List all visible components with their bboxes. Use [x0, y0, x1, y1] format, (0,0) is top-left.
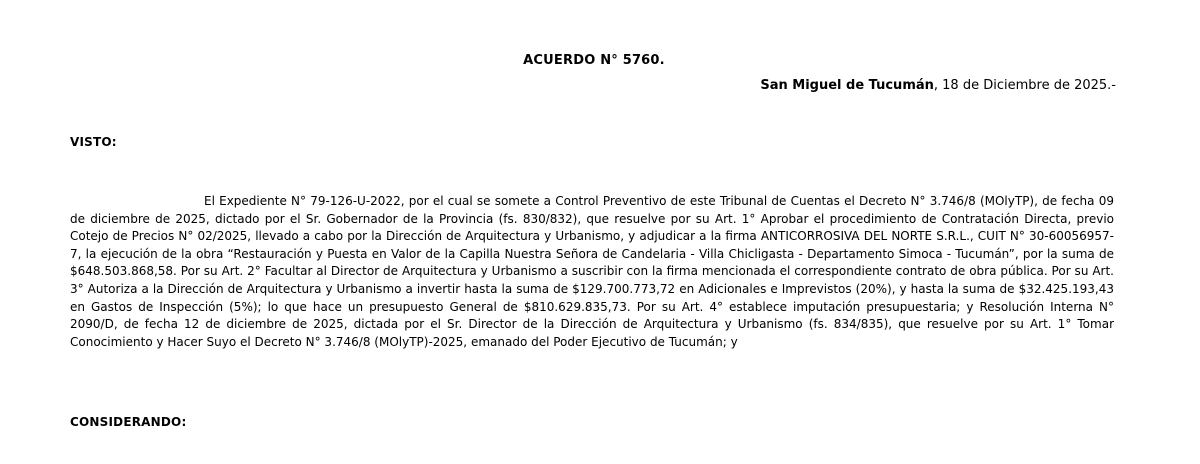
place-name: San Miguel de Tucumán [760, 78, 934, 93]
visto-paragraph: El Expediente N° 79-126-U-2022, por el cual se somete a Control Preventivo de este Tribunal de Cuentas el Decreto N° 3.746/8 (MOlyTP), de fecha 09 de diciembre de 2025, dictado por el Sr. Gobernador de la Provincia (fs. 830/832), que resuelve por su Art. 1° Aprobar el procedimiento de Contratación Directa, previo Cotejo de Precios N° 02/2025, llevado a cabo por la Dirección de Arquitectura y Urbanismo, y adjudicar a la firma ANTICORROSIVA DEL NORTE S.R.L., CUIT N° 30-60056957-7, la ejecución de la obra “Restauración y Puesta en Valor de la Capilla Nuestra Señora de Candelaria - Villa Chicligasta - Departamento Simoca - Tucumán”, por la suma de $648.503.868,58. Por su Art. 2° Facultar al Director de Arquitectura y Urbanismo a suscribir con la firma mencionada el correspondiente contrato de obra pública. Por su Art. 3° Autoriza a la Dirección de Arquitectura y Urbanismo a invertir hasta la suma de $129.700.773,72 en Adicionales e Imprevistos (20%), y hasta la suma de $32.425.193,43 en Gastos de Inspección (5%); lo que hace un presupuesto General de $810.629.835,73. Por su Art. 4° establece imputación presupuestaria; y Resolución Interna N° 2090/D, de fecha 12 de diciembre de 2025, dictada por el Sr. Director de la Dirección de Arquitectura y Urbanismo (fs. 834/835), que resuelve por su Art. 1° Tomar Conocimiento y Hacer Suyo el Decreto N° 3.746/8 (MOlyTP)-2025, emanado del Poder Ejecutivo de Tucumán; y [70, 194, 1114, 349]
place-and-date [760, 78, 1116, 93]
document-title: ACUERDO N° 5760. [523, 53, 665, 68]
visto-heading: VISTO: [70, 135, 117, 149]
considerando-heading: CONSIDERANDO: [70, 415, 187, 429]
document-date: , 18 de Diciembre de 2025.- [933, 78, 1116, 93]
